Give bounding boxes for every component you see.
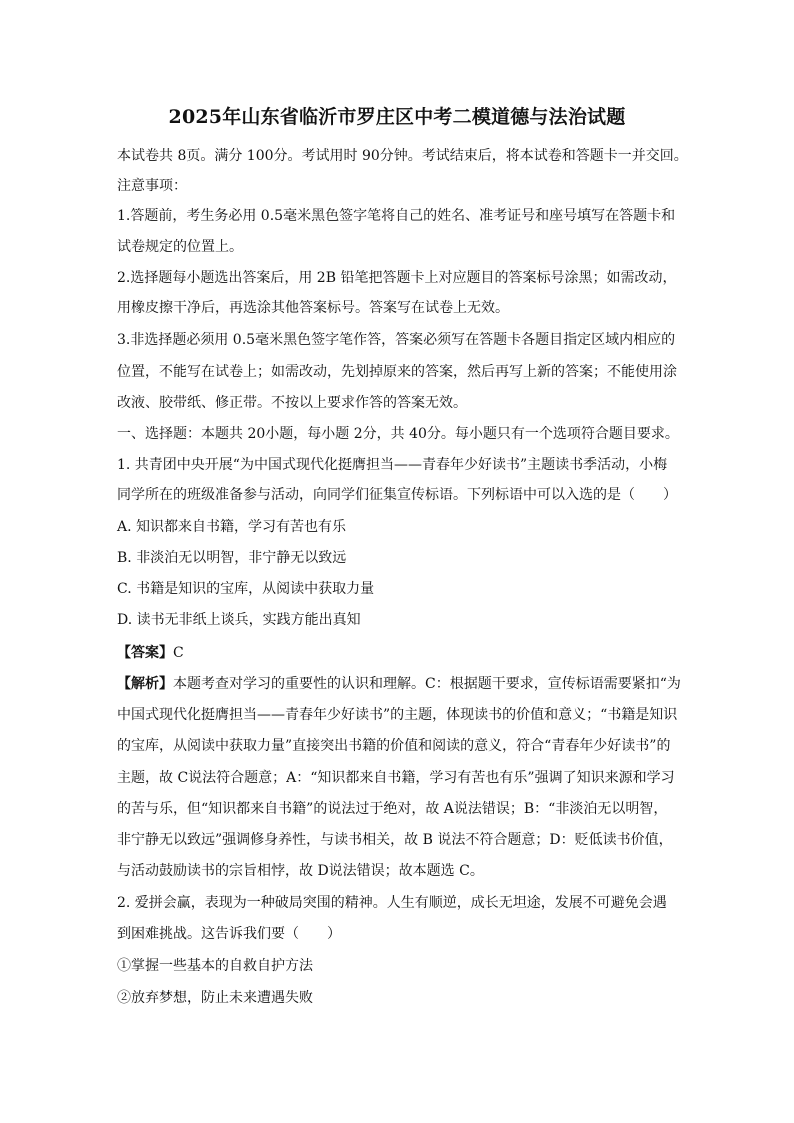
notice-line: 3.非选择题必须用 0.5毫米黑色签字笔作答，答案必须写在答题卡各题目指定区域内相应的 [117, 332, 676, 348]
notice-line: 试卷规定的位置上。 [117, 239, 243, 255]
option-c: C. 书籍是知识的宝库，从阅读中获取力量 [117, 581, 375, 597]
option-a: A. 知识都来自书籍，学习有苦也有乐 [117, 519, 347, 535]
notice-line: 位置，不能写在试卷上；如需改动，先划掉原来的答案，然后再写上新的答案；不能使用涂 [117, 364, 677, 380]
analysis-line [117, 674, 687, 694]
notice-line: 改液、胶带纸、修正带。不按以上要求作答的答案无效。 [117, 395, 467, 411]
notice-line: 用橡皮擦干净后，再选涂其他答案标号。答案写在试卷上无效。 [117, 300, 509, 316]
notice-line: 1.答题前，考生务必用 0.5毫米黑色签字笔将自己的姓名、准考证号和座号填写在答题卡和 [117, 208, 676, 224]
document-title: 2025年山东省临沂市罗庄区中考二模道德与法治试题 [168, 106, 626, 128]
option-d: D. 读书无非纸上谈兵，实践方能出真知 [117, 612, 361, 628]
notice-heading: 注意事项： [117, 178, 187, 194]
analysis-line: 中国式现代化挺膺担当——青春年少好读书”的主题，体现读书的价值和意义；“书籍是知识 [117, 707, 678, 723]
answer-value: C [173, 645, 184, 661]
question-2-item: ①掌握一些基本的自救自护方法 [117, 958, 313, 974]
question-2-stem: 2. 爱拼会赢，表现为一种破局突围的精神。人生有顺逆，成长无坦途，发展不可避免会遇 [117, 895, 667, 911]
answer-line [117, 643, 687, 663]
analysis-line: 与活动鼓励读书的宗旨相悖，故 D说法错误；故本题选 C。 [117, 863, 484, 879]
question-1-stem: 同学所在的班级准备参与活动，向同学们征集宣传标语。下列标语中可以入选的是（ ） [117, 487, 677, 503]
analysis-tag: 【解析】 [117, 676, 173, 692]
analysis-line: 的宝库，从阅读中获取力量”直接突出书籍的价值和阅读的意义，符合“青春年少好读书”的 [117, 738, 671, 754]
question-1-stem: 1. 共青团中央开展“为中国式现代化挺膺担当——青春年少好读书”主题读书季活动，小梅 [117, 457, 668, 473]
intro-text: 本试卷共 8页。满分 100分。考试用时 90分钟。考试结束后，将本试卷和答题卡一并交回。 [117, 148, 688, 164]
question-2-stem: 到困难挑战。这告诉我们要（ ） [117, 926, 341, 942]
analysis-line: 非宁静无以致远”强调修身养性，与读书相关，故 B 说法不符合题意；D：贬低读书价值， [117, 832, 673, 848]
notice-line: 2.选择题每小题选出答案后，用 2B 铅笔把答题卡上对应题目的答案标号涂黑；如需改动， [117, 270, 677, 286]
analysis-line: 主题，故 C说法符合题意；A：“知识都来自书籍，学习有苦也有乐”强调了知识来源和学习 [117, 770, 675, 786]
option-b: B. 非淡泊无以明智，非宁静无以致远 [117, 550, 347, 566]
answer-tag: 【答案】 [117, 645, 173, 661]
analysis-line: 的苦与乐，但“知识都来自书籍”的说法过于绝对，故 A说法错误；B：“非淡泊无以明智， [117, 801, 668, 817]
question-2-item: ②放弃梦想，防止未来遭遇失败 [117, 990, 313, 1006]
analysis-text: 本题考查对学习的重要性的认识和理解。C：根据题干要求，宣传标语需要紧扣“为 [173, 676, 681, 692]
section-heading: 一、选择题：本题共 20小题，每小题 2分，共 40分。每小题只有一个选项符合题目要求。 [117, 426, 679, 442]
